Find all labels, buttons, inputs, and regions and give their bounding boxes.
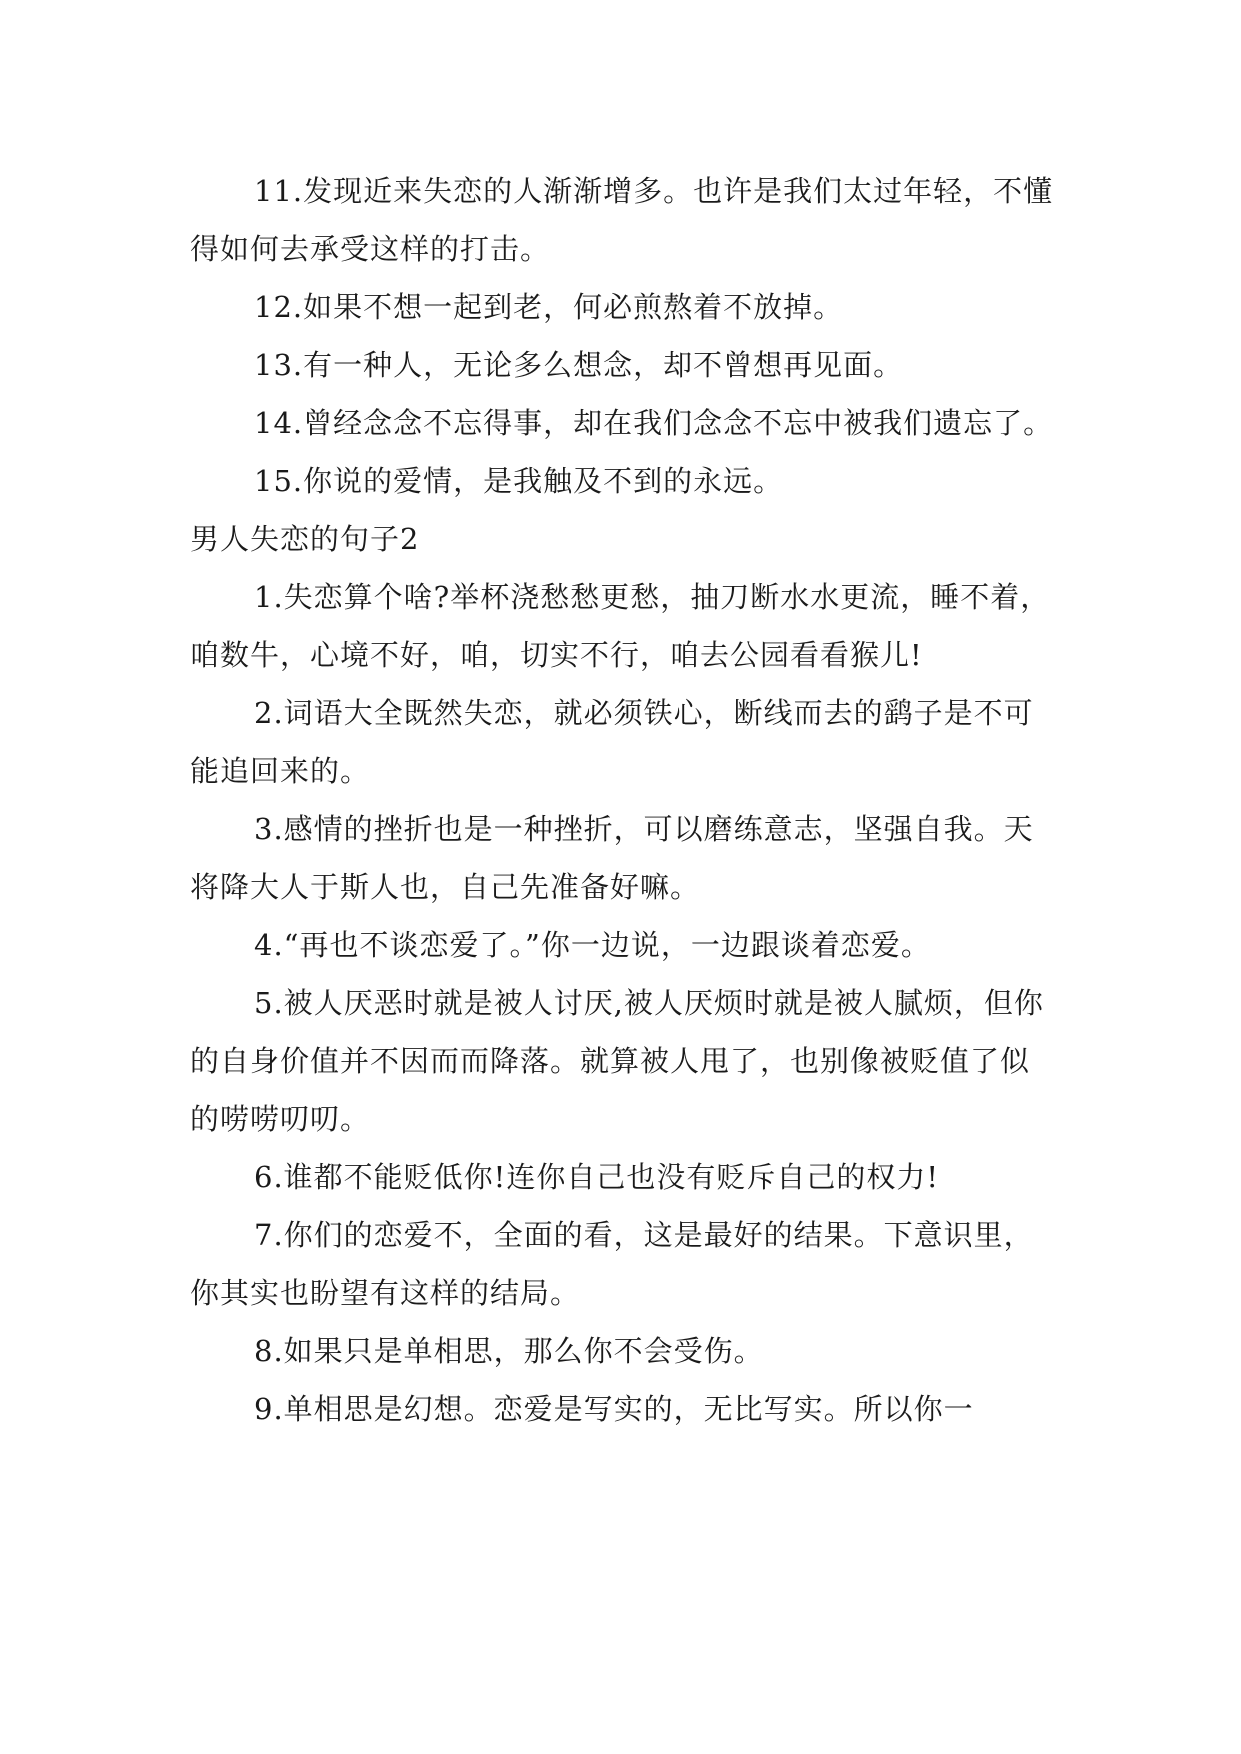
paragraph-1: 1.失恋算个啥?举杯浇愁愁更愁，抽刀断水水更流，睡不着，咱数牛，心境不好，咱，切实不行，咱去公园看看猴儿! (190, 580, 1051, 672)
paragraph-13: 13.有一种人，无论多么想念，却不曾想再见面。 (254, 348, 904, 382)
paragraph-9: 9.单相思是幻想。恋爱是写实的，无比写实。所以你一 (254, 1392, 974, 1426)
paragraph-12: 12.如果不想一起到老，何必煎熬着不放掉。 (254, 290, 844, 324)
paragraph-11: 11.发现近来失恋的人渐渐增多。也许是我们太过年轻，不懂得如何去承受这样的打击。 (190, 174, 1054, 266)
paragraph-4: 4.“再也不谈恋爱了。”你一边说，一边跟谈着恋爱。 (254, 928, 931, 962)
paragraph-8: 8.如果只是单相思，那么你不会受伤。 (254, 1334, 764, 1368)
paragraph-5: 5.被人厌恶时就是被人讨厌,被人厌烦时就是被人腻烦，但你的自身价值并不因而而降落。就算被人甩了，也别像被贬值了似的唠唠叨叨。 (190, 986, 1044, 1136)
paragraph-2: 2.词语大全既然失恋，就必须铁心，断线而去的鹞子是不可能追回来的。 (190, 696, 1034, 788)
paragraph-3: 3.感情的挫折也是一种挫折，可以磨练意志，坚强自我。天将降大人于斯人也，自己先准备好嘛。 (190, 812, 1034, 904)
paragraph-15: 15.你说的爱情，是我触及不到的永远。 (254, 464, 784, 498)
paragraph-14: 14.曾经念念不忘得事，却在我们念念不忘中被我们遗忘了。 (254, 406, 1054, 440)
section-heading: 男人失恋的句子2 (190, 522, 420, 556)
document-body (190, 162, 1058, 1438)
paragraph-6: 6.谁都不能贬低你!连你自己也没有贬斥自己的权力! (254, 1160, 939, 1194)
paragraph-7: 7.你们的恋爱不，全面的看，这是最好的结果。下意识里，你其实也盼望有这样的结局。 (190, 1218, 1034, 1310)
